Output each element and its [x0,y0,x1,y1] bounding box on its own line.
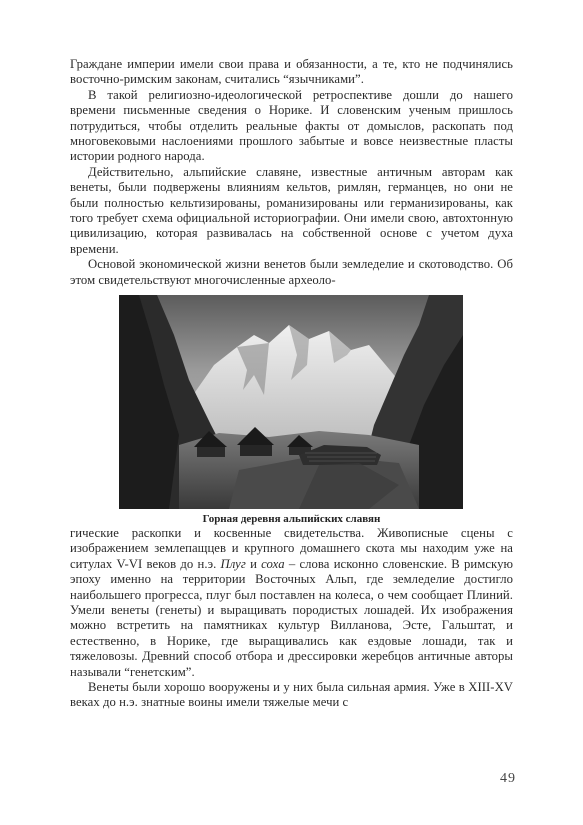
paragraph: Венеты были хорошо вооружены и у них была сильная армия. Уже в XIII-XV веках до н.э. знатные воины имели тяжелые мечи с [70,680,513,710]
text-run: гические раскопки и косвенные свидетельства. Живописные сцены с изображением землепащцев и крупного домашнего скота мы находим уже на ситулах V-VI веков до н.э. [70,526,513,571]
top-text-block [70,57,513,288]
paragraph [70,526,513,680]
paragraph: Основой экономической жизни венетов были земледелие и скотоводство. Об этом свидетельствуют многочисленные археоло- [70,257,513,287]
paragraph: Действительно, альпийские славяне, известные античным авторам как венеты, были подвержены влияниям кельтов, римлян, германцев, но они не были полностью кельтизированы, романизированы или германизированы, как того требует схема официальной историографии. Они имели свою, автохтонную цивилизацию, которая развивалась на собственной основе с учетом духа времени. [70,164,513,256]
italic-term-plug: Плуг [220,556,246,571]
page-number: 49 [500,771,516,786]
italic-term-soha: соха [261,556,285,571]
paragraph: Граждане империи имели свои права и обязанности, а те, кто не подчинялись восточно-римским законам, считались “язычниками”. [70,57,513,87]
text-run: и [245,556,262,571]
figure-caption: Горная деревня альпийских славян [202,513,381,525]
bottom-text-block [70,526,513,711]
mountain-village-photo [119,295,463,509]
text-run: – слова исконно словенские. В римскую эпоху именно на территории Восточных Альп, где земледелие достигло наибольшего прогресса, плуг был поставлен на колеса, о чем сообщает Плиний. Умели венеты (генеты) и выращивать породистых лошадей. Их изображения можно встретить на памятниках культур Вилланова, Эсте, Гальштат, и естественно, в Норике, где выращивались как ездовые лошади, так и тяжеловозы. Древний способ отбора и дрессировки жеребцов античные авторы называли “генетским”. [70,556,513,679]
paragraph: В такой религиозно-идеологической ретроспективе дошли до нашего времени письменные сведения о Норике. И словенским ученым пришлось потрудиться, чтобы отделить реальные факты от домыслов, раскопать под многовековыми наслоениями прошлого забытые и вовсе неизвестные пласты истории родного народа. [70,87,513,164]
